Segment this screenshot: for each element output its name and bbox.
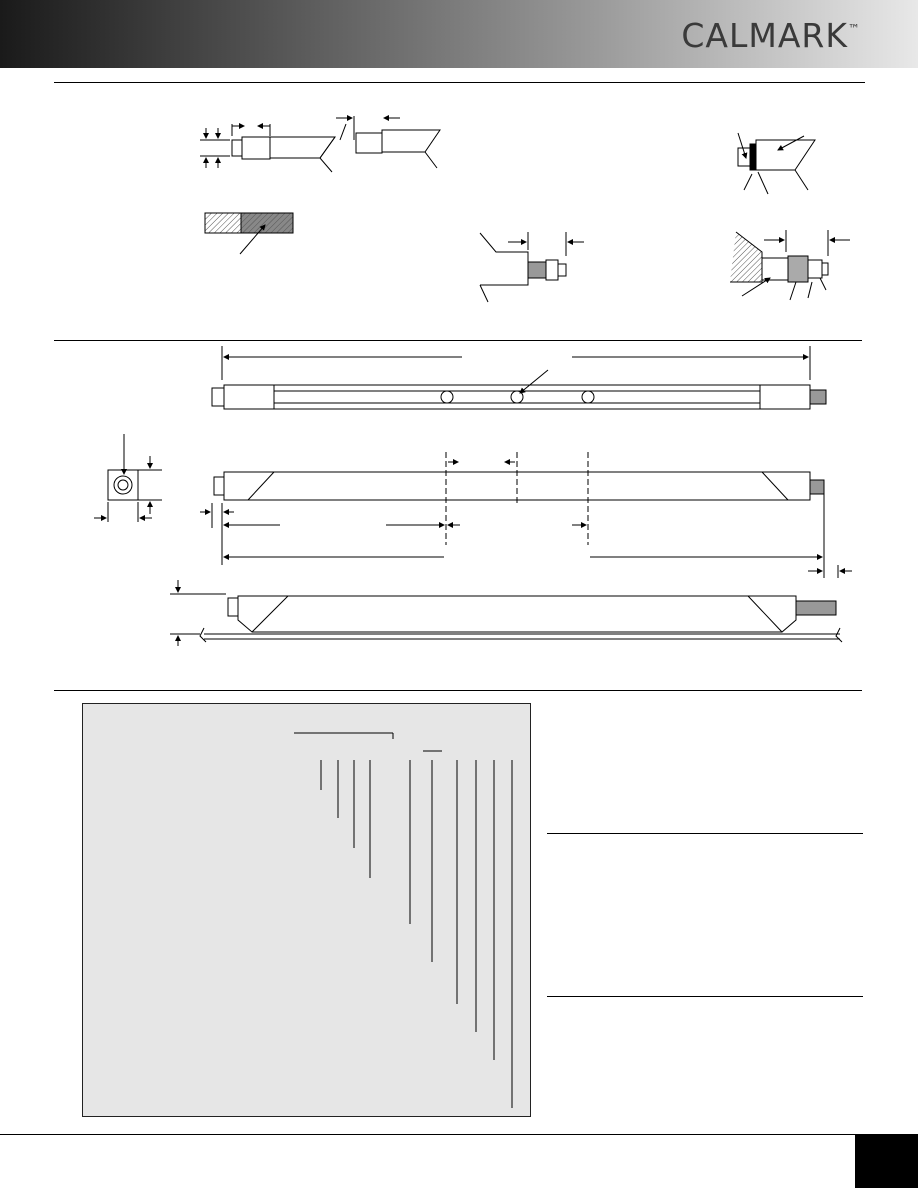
trademark-symbol: ™ <box>848 22 860 36</box>
brand-name: CALMARK <box>681 16 848 55</box>
page-number-tab <box>855 1134 918 1188</box>
footer-rule <box>0 1134 918 1135</box>
